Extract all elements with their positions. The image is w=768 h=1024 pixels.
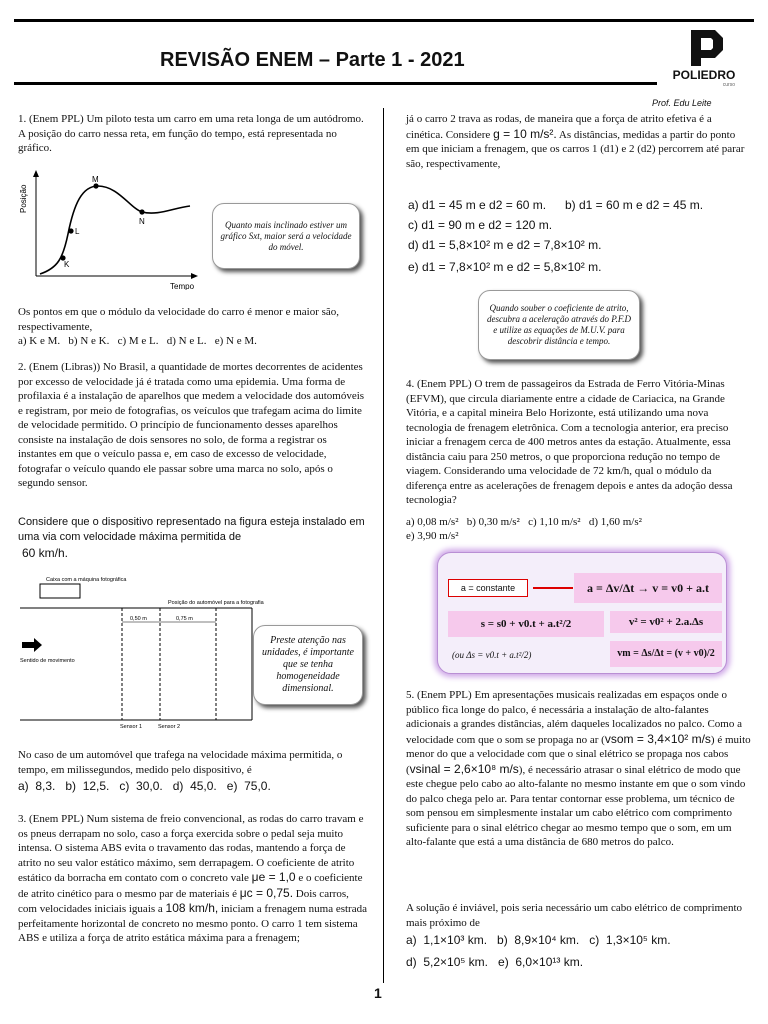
formula-f3: v² = v0² + 2.a.Δs	[610, 611, 722, 633]
q1-intro: 1. (Enem PPL) Um piloto testa um carro em uma reta longa de um autódromo. A posição do carro nessa reta, em função do tempo, está representada no gráfico.	[18, 113, 364, 154]
q4-options-row2: e) 3,90 m/s²	[406, 530, 459, 542]
q2-fig-d2: 0,75 m	[176, 616, 193, 622]
top-rule	[14, 19, 754, 22]
title-rule	[14, 82, 657, 85]
q5-text	[406, 688, 754, 850]
q5-text2: ) é muito menor do que a velocidade com que o sinal elétrico se propaga nos cabos (	[406, 733, 751, 776]
formula-f1: a = Δv/Δt → v = v0 + a.t	[574, 573, 722, 603]
q1-position-graph	[18, 168, 198, 290]
q2-tip-note: Preste atenção nas unidades, é importante que se tenha homogeneidade dimensional.	[253, 625, 363, 705]
q3-text-right	[406, 112, 751, 171]
q3-p5: já o carro 2 trava as rodas, de maneira que a força de atrito efetiva é a cinética. Considere	[406, 113, 712, 141]
q3-option-e: e) d1 = 7,8×10² m e d2 = 5,8×10² m.	[408, 260, 602, 274]
q3-g: g = 10 m/s².	[493, 126, 557, 141]
poliedro-p-icon	[681, 28, 727, 68]
q3-option-b: b) d1 = 60 m e d2 = 45 m.	[565, 198, 704, 212]
q1-x-label: Tempo	[170, 282, 195, 290]
q3-option-d: d) d1 = 5,8×10² m e d2 = 7,8×10² m.	[408, 238, 602, 252]
q1-point-l: L	[75, 227, 80, 236]
q1-question: Os pontos em que o módulo da velocidade do carro é menor e maior são, respectivamente,	[18, 306, 340, 333]
q1-point-n: N	[139, 217, 145, 226]
q2-consider: Considere que o dispositivo representado na figura esteja instalado em uma via com velocidade máxima permitida de	[18, 516, 365, 543]
q5-text3: ), é necessário atrasar o sinal elétrico de modo que este chegue pelo cabo ao alto-falante no mesmo instante em que o som vindo do palco chega pelo ar. Para tentar contornar esse problema, um técnico de som pensou em simplesmente instalar um cabo elétrico com comprimento suficiente para o sinal elétrico chegar ao mesmo tempo que o som, em um alto-falante que está a uma distância de 680 metros do palco.	[406, 763, 746, 848]
q3-p3: Dois carros, com velocidades iniciais iguais a	[18, 887, 349, 915]
q3-mu-e: μe = 1,0	[251, 870, 296, 884]
q3-text-left	[18, 812, 370, 946]
q5-vsinal: vsinal = 2,6×10⁸ m/s	[409, 761, 519, 776]
q1-point-m: M	[92, 175, 99, 184]
formula-f4: (ou Δs = v0.t + a.t²/2)	[452, 650, 532, 660]
q2-fig-sensor1: Sensor 1	[120, 724, 143, 730]
q3-tip-note: Quando souber o coeficiente de atrito, descubra a aceleração através do P.F.D e utilize as equações de M.U.V. para descobrir distância e tempo.	[478, 290, 640, 360]
q4-options-row1: a) 0,08 m/s² b) 0,30 m/s² c) 1,10 m/s² d) 1,60 m/s²	[406, 516, 642, 528]
page-title: REVISÃO ENEM – Parte 1 - 2021	[160, 49, 465, 71]
q2-fig-d1: 0,50 m	[130, 616, 147, 622]
q2-question: No caso de um automóvel que trafega na velocidade máxima permitida, o tempo, em milissegundos, medido pelo dispositivo, é	[18, 749, 343, 776]
q2-options: a) 8,3. b) 12,5. c) 30,0. d) 45,0. e) 75,0.	[18, 779, 271, 793]
q1-point-k: K	[64, 260, 70, 269]
poliedro-logo	[669, 28, 739, 92]
author: Prof. Edu Leite	[652, 98, 712, 108]
q2-fig-direction: Sentido de movimento	[20, 658, 75, 664]
q2-speed: 60 km/h.	[22, 546, 69, 560]
logo-subtext: curso	[722, 82, 735, 88]
q3-p4: iniciam a frenagem numa estrada perfeitamente horizontal de concreto no mesmo ponto. O carro 1 tem sistema ABS e utiliza a força de atrito estática máxima para a frenagem;	[18, 903, 367, 944]
q5-question: A solução é inviável, pois seria necessário um cabo elétrico de comprimento mais próximo de	[406, 902, 742, 929]
formula-a-constant: a = constante	[448, 579, 528, 597]
q5-text1: 5. (Enem PPL) Em apresentações musicais realizadas em espaços onde o público fica longe do palco, é necessária a instalação de alto-falantes adicionais a grandes distâncias, além daqueles localizados no palco. Como a velocidade com que o som se propaga no ar (	[406, 689, 742, 746]
q3-option-c: c) d1 = 90 m e d2 = 120 m.	[408, 218, 553, 232]
q5-options-row1: a) 1,1×10³ km. b) 8,9×10⁴ km. c) 1,3×10⁵ km.	[406, 933, 671, 947]
q1-options: a) K e M. b) N e K. c) M e L. d) N e L. e) N e M.	[18, 335, 257, 347]
formula-f5: vm = Δs/Δt = (v + v0)/2	[610, 641, 722, 667]
q3-p6: As distâncias, medidas a partir do ponto em que iniciam a frenagem, que os carros 1 (d1) e 2 (d2) percorrem até parar são, respectivamente,	[406, 128, 745, 170]
page-number: 1	[374, 985, 382, 1001]
q2-fig-sensor2: Sensor 2	[158, 724, 181, 730]
q3-mu-c: μc = 0,75.	[239, 885, 294, 900]
q5-vsom: vsom = 3,4×10² m/s	[604, 731, 711, 746]
q2-sensor-figure	[16, 574, 272, 730]
q4-text: 4. (Enem PPL) O trem de passageiros da Estrada de Ferro Vitória-Minas (EFVM), que circula diariamente entre a cidade de Cariacica, na Grande Vitória, e a capital mineira Belo Horizonte, está utilizando uma nova tecnologia de frenagem eletrônica. Com a tecnologia anterior, era preciso iniciar a frenagem cerca de 400 metros antes da estação. Atualmente, essa distância caiu para 250 metros, o que proporciona redução no tempo de viagem. Considerando uma velocidade de 72 km/h, qual o módulo da diferença entre as acelerações de frenagem depois e antes da adoção dessa tecnologia?	[406, 378, 733, 506]
column-divider	[383, 108, 384, 983]
q2-intro: 2. (Enem (Libras)) No Brasil, a quantidade de mortes decorrentes de acidentes por excesso de velocidade já é tratada como uma epidemia. Uma forma de profilaxia é a instalação de aparelhos que medem a velocidade dos automóveis e registram, por meio de fotografias, os veículos que trafegam acima do limite de velocidade permitido. O princípio de funcionamento desses aparelhos consiste na instalação de dois sensores no solo, de forma a registrar os instantes em que o veículo passa e, em caso de excesso de velocidade, fotografar o veículo quando ele passar sobre uma marca no solo, após o segundo sensor.	[18, 361, 365, 489]
q3-p2: e o coeficiente de atrito cinético para o mesmo par de materiais é	[18, 872, 363, 900]
q3-option-a: a) d1 = 45 m e d2 = 60 m.	[408, 198, 547, 212]
q2-fig-camera-label: Caixa com a máquina fotográfica	[46, 577, 127, 583]
q5-options-row2: d) 5,2×10⁵ km. e) 6,0×10¹³ km.	[406, 955, 584, 969]
q1-tip-note: Quanto mais inclinado estiver um gráfico Sxt, maior será a velocidade do móvel.	[212, 203, 360, 269]
formula-f2: s = s0 + v0.t + a.t²/2	[448, 611, 604, 637]
q1-y-label: Posição	[19, 184, 28, 213]
logo-text: POLIEDRO	[672, 68, 736, 82]
q2-fig-position-label: Posição do automóvel para a fotografia	[168, 600, 264, 606]
formula-arrow	[533, 587, 573, 589]
q3-p1: 3. (Enem PPL) Num sistema de freio convencional, as rodas do carro travam e os pneus derrapam no solo, caso a força exercida sobre o pedal seja muito intensa. O sistema ABS evita o travamento das rodas, mantendo a força de atrito no seu valor estático máximo, sem derrapagem. O coeficiente de atrito estático da borracha em contato com o concreto vale	[18, 813, 364, 884]
q3-v0: 108 km/h,	[165, 901, 219, 915]
formula-box	[437, 552, 727, 674]
